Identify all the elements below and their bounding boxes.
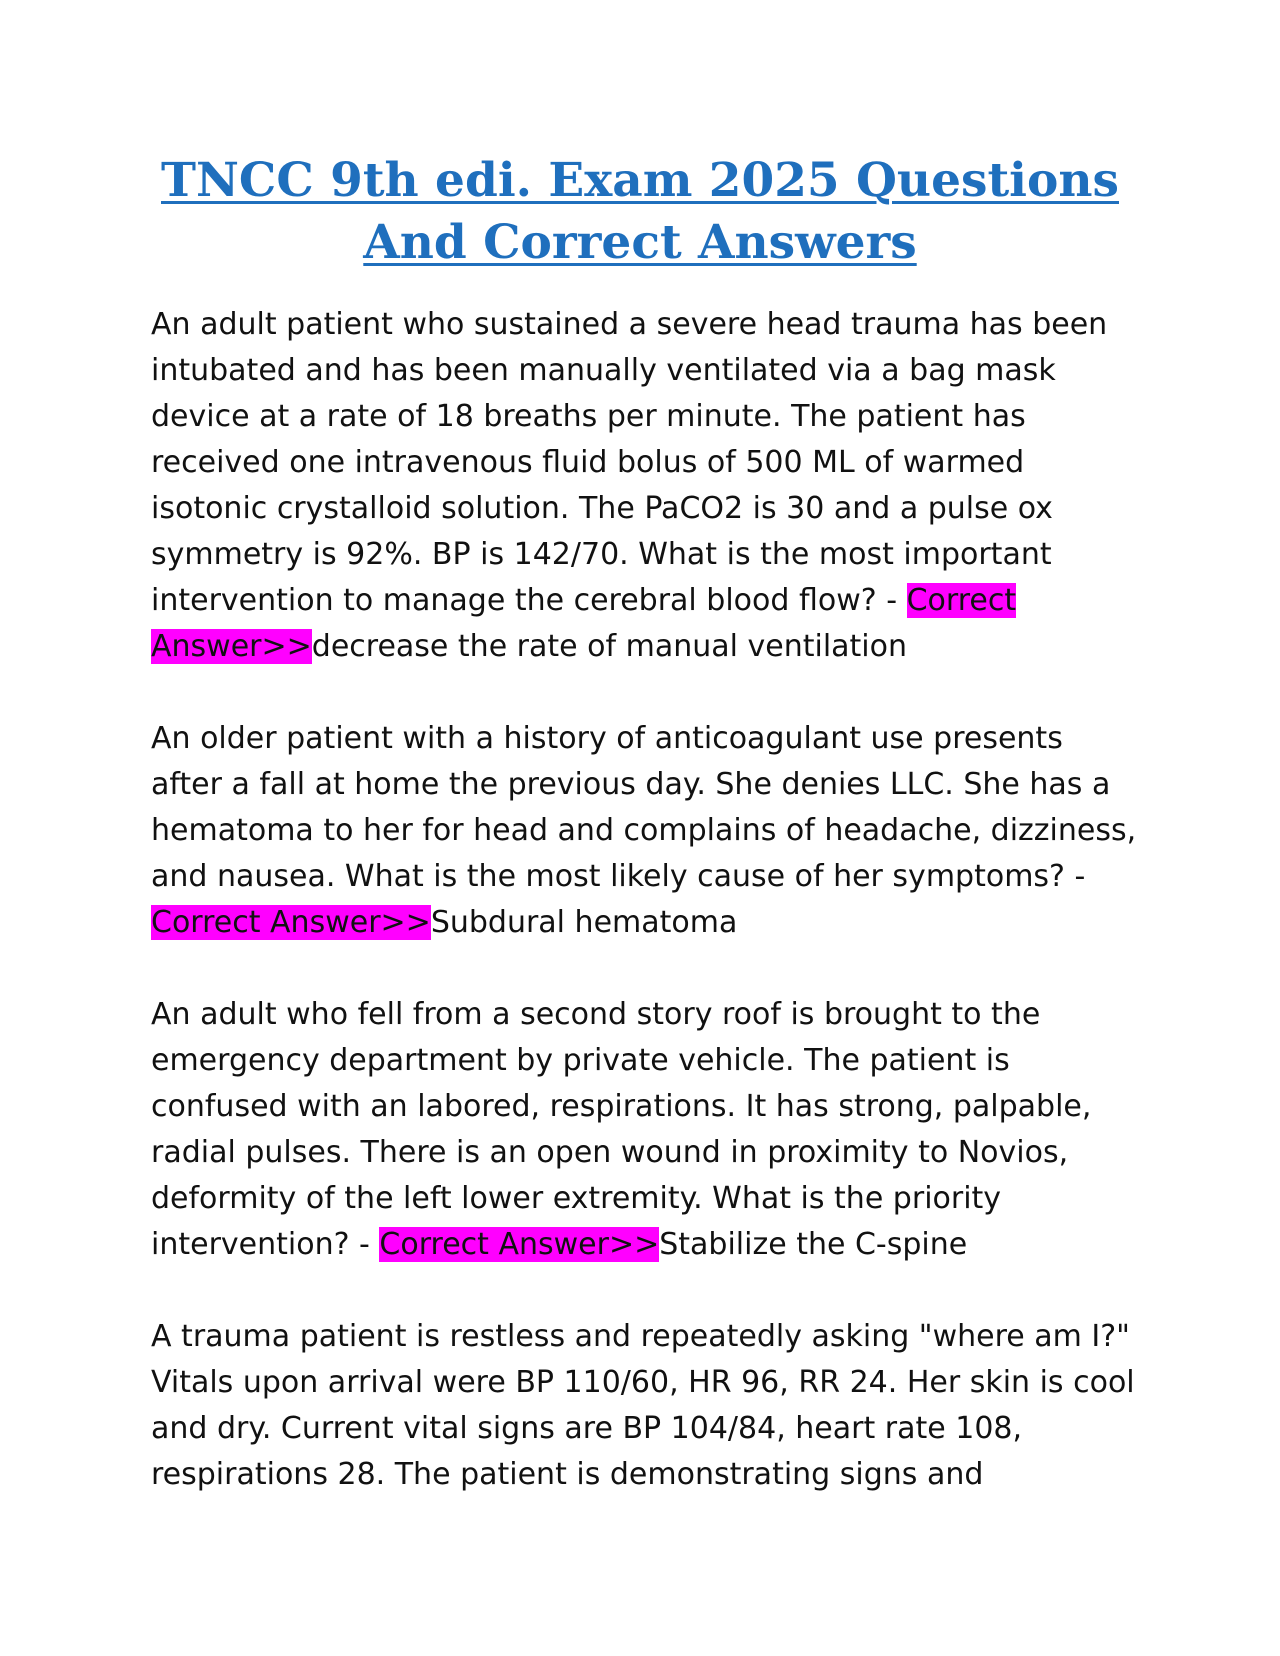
- answer-text: Subdural hematoma: [430, 905, 738, 940]
- document-title-text: TNCC 9th edi. Exam 2025 Questions And Correct Answers: [161, 153, 1119, 270]
- document-title: [120, 150, 1160, 274]
- qa-item-3: [151, 992, 1141, 1268]
- correct-answer-marker: Correct Answer>>: [151, 905, 431, 940]
- qa-item-4: [151, 1314, 1141, 1498]
- qa-item-2: [151, 716, 1141, 946]
- correct-answer-marker: Correct Answer>>: [151, 583, 1017, 664]
- question-text: An adult patient who sustained a severe head trauma has been intubated and has been manually ventilated via a bag mask device at a rate of 18 breaths per minute. The patient has received one intravenous fluid bolus of 500 ML of warmed isotonic crystalloid solution. The PaCO2 is 30 and a pulse ox symmetry is 92%. BP is 142/70. What is the most important intervention to manage the cerebral blood flow? -: [151, 307, 1108, 618]
- qa-item-1: [151, 302, 1141, 670]
- correct-answer-marker: Correct Answer>>: [379, 1227, 660, 1262]
- answer-text: Stabilize the C-spine: [659, 1227, 968, 1262]
- question-text: An adult who fell from a second story roof is brought to the emergency department by private vehicle. The patient is confused with an labored, respirations. It has strong, palpable, radial pulses. There is an open wound in proximity to Novios, deformity of the left lower extremity. What is the priority intervention? -: [151, 997, 1092, 1262]
- answer-text: decrease the rate of manual ventilation: [311, 629, 908, 664]
- question-text: An older patient with a history of anticoagulant use presents after a fall at home the previous day. She denies LLC. She has a hematoma to her for head and complains of headache, dizziness, and nausea. What is the most likely cause of her symptoms? -: [151, 721, 1137, 894]
- document-body: [151, 302, 1141, 1544]
- question-text: A trauma patient is restless and repeatedly asking "where am I?" Vitals upon arrival were BP 110/60, HR 96, RR 24. Her skin is cool and dry. Current vital signs are BP 104/84, heart rate 108, respirations 28. The patient is demonstrating signs and: [151, 1319, 1135, 1492]
